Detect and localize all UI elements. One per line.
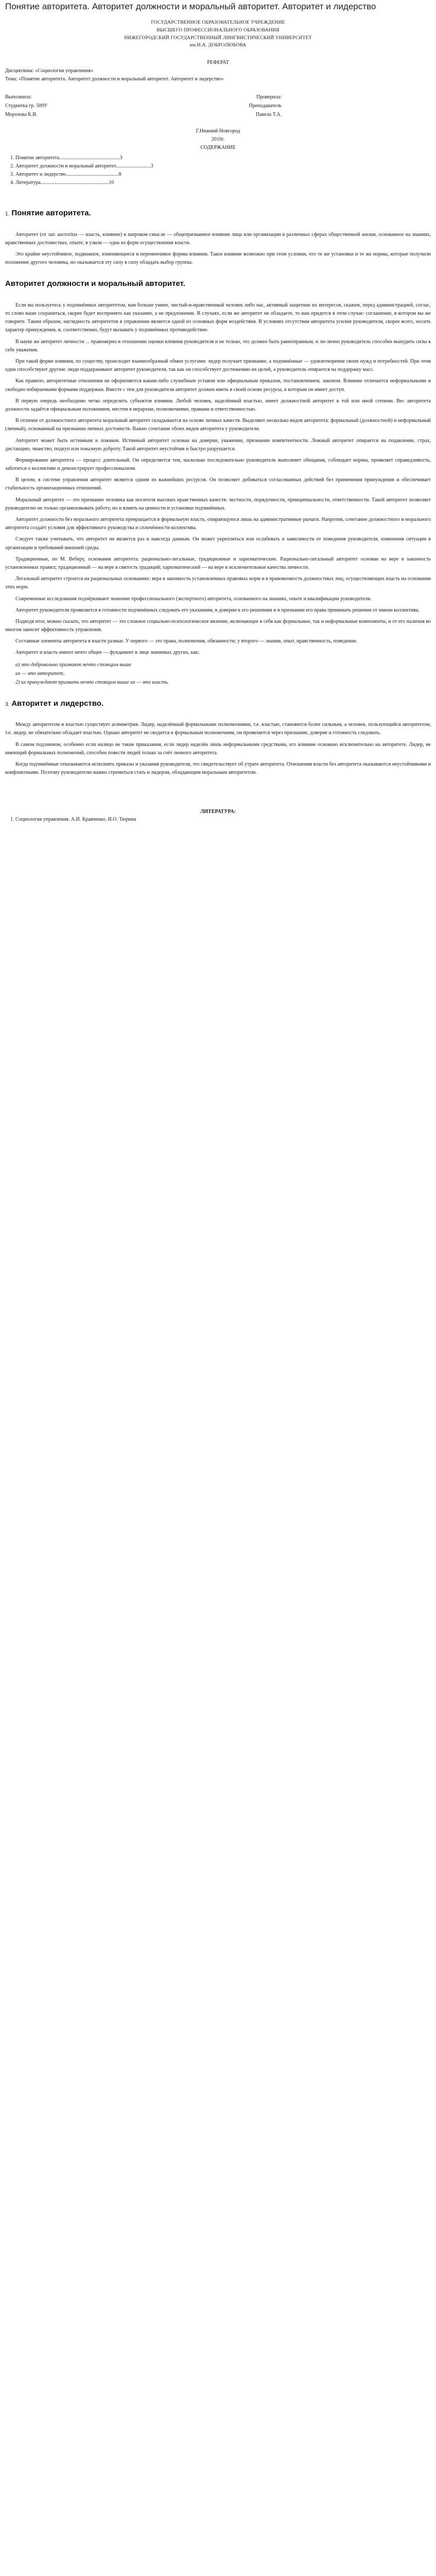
- literature-title: ЛИТЕРАТУРА:: [200, 809, 236, 815]
- work-type: РЕФЕРАТ: [207, 60, 229, 66]
- page: [0, 0, 436, 829]
- paragraph: Авторитет (от лат. auctoritas — власть, влияние) в широком смысле — общепризнанное влияние лица или организации в различных сферах общественной жизни, основанное на знаниях, нравственных достоинствах, опыте; в узком — одна из форм осуществления власти.: [5, 231, 431, 246]
- paragraph: При такой форме влияния, по существу, происходит взаимообразный обмен услугами: лидер получает признание, а подчинённые — удовлетворение своих нужд и потребностей. При этом одни способствуют другим: люди поддерживают авторитет руководителя, так как он способствует достижению их целей, а руководитель опирается на поддержку масс.: [5, 359, 431, 373]
- paragraph: Формирование авторитета — процесс длительный. Он определяется тем, насколько последовательно руководитель выполняет обещания, соблюдает нормы, проявляет справедливость, заботится о коллективе и демонстрирует профессионализм.: [5, 457, 431, 472]
- toc-item[interactable]: 1. Понятие авторитета...............................................3: [10, 155, 123, 161]
- toc-item[interactable]: 2. Авторитет должности и моральный авторитет...........................3: [10, 163, 153, 170]
- paragraph: Авторитет и власть имеют нечто общее — фундамент в лице значимых других, как:: [15, 650, 200, 656]
- paragraph: Современные исследования подчёркивают значение профессионального (экспертного) авторитета, основанного на знаниях, опыте и квалификации руководителя.: [15, 596, 372, 602]
- paragraph: Авторитет должности без морального авторитета превращается в формальную власть, опирающуюся лишь на административные рычаги. Напротив, сочетание должностного и морального авторитета создаёт условия для эффективного руководства и сплочённости коллектива.: [5, 517, 431, 531]
- discipline: Дисциплина: «Социология управления»: [5, 68, 93, 74]
- checked-label: Проверила:: [256, 94, 282, 100]
- institution-line-3: НИЖЕГОРОДСКИЙ ГОСУДАРСТВЕННЫЙ ЛИНГВИСТИЧЕСКИЙ УНИВЕРСИТЕТ: [124, 35, 312, 41]
- paragraph: Авторитет руководителя проявляется в готовности подчинённых следовать его указаниям, в доверии к его решениям и в признании его права принимать решения от имени коллектива.: [15, 607, 420, 613]
- paragraph: Авторитет может быть истинным и ложным. Истинный авторитет основан на доверии, уважении, признании компетентности. Ложный авторитет опирается на подавление, страх, дистанцию, чванство, подкуп или показную доброту. Такой авторитет неустойчив и быстро разрушается.: [5, 437, 431, 452]
- toc-item[interactable]: 4. Литература.....................................................10: [10, 180, 114, 186]
- list-item: их — это авторитет,: [15, 670, 65, 676]
- institution-line-4: им.Н.А. ДОБРОЛЮБОВА: [189, 43, 247, 48]
- literature-item: 1. Социология управления. А.И. Кравченко, И.О. Тюрина: [10, 817, 136, 823]
- section-3-heading: [5, 698, 431, 710]
- teacher-label: Преподаватель: [249, 103, 282, 109]
- paragraph: Когда подчинённые отказываются исполнять приказы и указания руководителя, это свидетельствует об утрате авторитета. Отношения власти без авторитета оказываются неустойчивыми и конфликтными. Поэтому руководителю важно стремиться стать и лидером, обладающим моральным авторитетом.: [5, 761, 431, 776]
- document-title: Понятие авторитета. Авторитет должности и моральный авторитет. Авторитет и лидерство: [5, 2, 376, 11]
- paragraph: Моральный авторитет — это признание человека как носителя высоких нравственных качеств: честности, порядочности, принципиальности, ответственности. Такой авторитет позволяет руководителю не только организовывать работу, но и влиять на ценности и установки подчинённых.: [5, 497, 431, 511]
- paragraph: В первую очередь необходимо четко определить субъектов влияния. Любой человек, наделённый властью, имеет должностной авторитет в той или иной степени. Вес авторитета должности задаётся официальным положением, местом в иерархии, полномочиями, правами и ответственностью.: [5, 398, 431, 412]
- section-1-title: Понятие авторитета.: [11, 209, 91, 218]
- toc-title: СОДЕРЖАНИЕ: [200, 145, 236, 151]
- paragraph: Между авторитетом и властью существует асимметрия. Лидер, наделённый формальными полномочиями, т.е. властью, становится более сильным, а человек, пользующийся авторитетом, т.е. лидер, не обязательно обладает властью. Однако авторитет не сводится к формальным полномочиям, он проявляется через признание, доверие и готовность следовать.: [5, 722, 431, 736]
- paragraph: Подводя итог, можно сказать, что авторитет — это сложное социально-психологическое явление, включающее в себя как формальные, так и неформальные компоненты, и от его наличия во многом зависит эффективность управления.: [5, 618, 431, 633]
- paragraph: Как правило, авторитетные отношения не оформляются каким-либо служебным уставом или официальным приказом, постановлением, законом. Влияние отличается неформальными и свободно избираемыми формами поддержки. Вместе с тем для руководителя авторитет должен иметь в своей основе ресурсы, к которым он имеет доступ.: [5, 378, 431, 393]
- paragraph: В целом, в системе управления авторитет является одним из важнейших ресурсов. Он позволяет добиваться согласованных действий без применения принуждения и обеспечивает стабильность организационных отношений.: [5, 477, 431, 492]
- section-3-title: Авторитет и лидерство.: [11, 699, 104, 708]
- paragraph: Легальный авторитет строится на рациональных основаниях: вера в законность установленных правовых норм и в правомочность должностных лиц, осуществляющих власть на основании этих норм.: [5, 576, 431, 590]
- author-block: [5, 93, 431, 119]
- year: 2010г.: [211, 137, 225, 143]
- paragraph: Если вы пользуетесь у подчинённых авторитетом, вам больше умнее, чистый-и-нравственный человек либо нас, активный защитник их интересов, скажем, перед администрацией, соглас, то слово ваше сохраниться, скорее будет воспринято как указание, а не предложение. В случаях, если же авторитет не обладаете, то вам придется в этом случае: соглашение, в котором вы же говорите. Таким образом, наглядность авторитетов в управлении является одной из основных форм воздействия. В условиях отсутствия авторитета усилия руководителя, скорее всего, носить характер принуждения, и, соответственно, будут вызывать у подчинённых противодействие.: [5, 302, 431, 333]
- paragraph: Это крайне неустойчивое, подвижное, изменяющееся и переменчивое формы влияния. Такое влияние возможно при этом условии, что те же установки и те же нормы, которые получили положение другого человека, но оказывается эту силу в силу обладать выбор группы.: [5, 251, 431, 266]
- paragraph: Традиционные, по М. Веберу, основания авторитета: рационально-легальные, традиционные и харизматические. Рационально-легальный авторитет основан на вере в законность установленных правил; традиционный — на вере в святость традиций; харизматический — на вере в исключительные качества личности.: [5, 556, 431, 570]
- topic: Тема: «Понятие авторитета. Авторитет должности и моральный авторитет. Авторитет и лидерство»: [5, 76, 224, 82]
- author-row-1: [5, 93, 431, 101]
- paragraph: В отличие от должностного авторитета моральный авторитет складывается на основе личных качеств. Выделяют несколько видов авторитета: формальный (должностной) и неформальный (личный), основанный на признании личных достоинств. Важно сочетание обоих видов авторитета у руководителя.: [5, 418, 431, 432]
- list-item: 2) их принуждают признать нечто стоящим выше их — это власть.: [15, 679, 169, 685]
- section-3-number: 3.: [5, 701, 10, 707]
- teacher-name: Павела Т.А.: [255, 112, 282, 118]
- paragraph: Составные элементы авторитета в власти разные. У первого — это права, полномочия, обязанности; у второго — знания, опыт, нравственность, поведение.: [15, 638, 358, 645]
- author-row-3: [5, 110, 431, 119]
- section-2-heading: Авторитет должности и моральный авторитет.: [5, 279, 185, 289]
- section-1-number: 1.: [5, 211, 10, 217]
- institution-block: [5, 19, 431, 49]
- author-row-2: [5, 101, 431, 110]
- toc-item[interactable]: 3. Авторитет и лидерство.........................................8: [10, 172, 121, 178]
- paragraph: Следует также учитывать, что авторитет не является раз и навсегда данным. Он может укрепляться или ослабевать в зависимости от поведения руководителя, изменения ситуации в организации и требований внешней среды.: [5, 536, 431, 551]
- done-label: Выполнила:: [5, 94, 32, 100]
- student-label: Студентка гр. 509У: [5, 103, 48, 109]
- list-item: а) это добровольно признают нечто стоящим выше: [15, 662, 132, 668]
- institution-line-2: ВЫСШЕГО ПРОФЕССИОНАЛЬНОГО ОБРАЗОВАНИЯ: [156, 27, 280, 33]
- section-1-heading: [5, 208, 431, 219]
- student-name: Морозова К.В.: [5, 112, 38, 118]
- city: Г.Нижний Новгород: [196, 128, 240, 134]
- table-of-contents: [5, 154, 431, 187]
- paragraph: В науке же авторитет личности ... правомерно в отношении оценки влияния руководителя и не только, это должен быть равноправным, и ли-лично руководитель способен вынудить силы к себе уважения.: [5, 338, 431, 353]
- institution-line-1: ГОСУДАРСТВЕННОЕ ОБРАЗОВАТЕЛЬНОЕ УЧРЕЖДЕНИЕ: [151, 20, 285, 26]
- paragraph: В самом подлинном, особенно если налицо не такие приказания, если лидер наделён лишь неформальными средствами, его влияние основано исключительно на авторитете. Лидер, не имеющий формальных полномочий, способен повести людей только за счёт личного авторитета.: [5, 741, 431, 756]
